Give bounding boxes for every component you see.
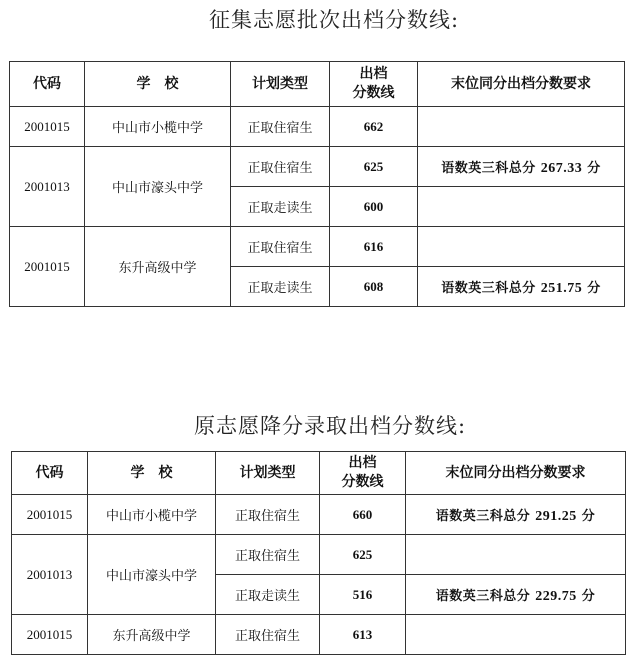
cell-requirement [418, 187, 625, 227]
header-score-line2: 分数线 [341, 474, 384, 490]
cell-plan: 正取住宿生 [231, 107, 330, 147]
header-school: 学 校 [85, 62, 231, 107]
header-score [330, 62, 418, 107]
requirement-value: 267.33 [540, 160, 583, 176]
cell-score: 616 [330, 227, 418, 267]
header-score [320, 452, 406, 495]
header-code: 代码 [12, 452, 88, 495]
table-row [10, 227, 625, 267]
cell-plan: 正取住宿生 [216, 535, 320, 575]
cell-score: 660 [320, 495, 406, 535]
cell-plan: 正取住宿生 [216, 615, 320, 655]
cell-plan: 正取住宿生 [231, 227, 330, 267]
requirement-value: 229.75 [535, 588, 577, 604]
header-score-line1: 出档 [359, 66, 388, 82]
requirement-unit: 分 [582, 280, 601, 296]
supplementary-score-table [9, 61, 625, 307]
header-score-line1: 出档 [348, 455, 377, 471]
header-code: 代码 [10, 62, 85, 107]
requirement-value: 291.25 [535, 508, 577, 524]
section-title-supplementary: 征集志愿批次出档分数线: [208, 8, 460, 32]
cell-school: 东升高级中学 [85, 227, 231, 307]
cell-plan: 正取走读生 [231, 267, 330, 307]
cell-requirement [406, 495, 626, 535]
header-requirement: 末位同分出档分数要求 [406, 452, 626, 495]
cell-code: 2001013 [10, 147, 85, 227]
requirement-text: 语数英三科总分 [441, 160, 541, 176]
cell-code: 2001015 [12, 615, 88, 655]
cell-plan: 正取走读生 [231, 187, 330, 227]
header-plan: 计划类型 [231, 62, 330, 107]
cell-school: 中山市濠头中学 [85, 147, 231, 227]
cell-code: 2001015 [12, 495, 88, 535]
requirement-text: 语数英三科总分 [441, 280, 541, 296]
cell-score: 662 [330, 107, 418, 147]
header-plan: 计划类型 [216, 452, 320, 495]
table-row [10, 147, 625, 187]
cell-score: 613 [320, 615, 406, 655]
cell-plan: 正取住宿生 [231, 147, 330, 187]
cell-requirement [406, 615, 626, 655]
requirement-text: 语数英三科总分 [435, 588, 536, 604]
cell-plan: 正取住宿生 [216, 495, 320, 535]
header-score-line2: 分数线 [352, 85, 395, 101]
table-row [12, 535, 626, 575]
header-school: 学 校 [88, 452, 216, 495]
cell-requirement [406, 575, 626, 615]
cell-school: 中山市小榄中学 [85, 107, 231, 147]
table-row [12, 615, 626, 655]
cell-code: 2001015 [10, 227, 85, 307]
cell-plan: 正取走读生 [216, 575, 320, 615]
cell-school: 中山市濠头中学 [88, 535, 216, 615]
cell-score: 625 [330, 147, 418, 187]
original-score-table [11, 451, 626, 655]
table-header-row [10, 62, 625, 107]
cell-score: 608 [330, 267, 418, 307]
cell-requirement [406, 535, 626, 575]
cell-school: 中山市小榄中学 [88, 495, 216, 535]
cell-score: 600 [330, 187, 418, 227]
requirement-value: 251.75 [540, 280, 583, 296]
requirement-unit: 分 [576, 588, 596, 604]
cell-code: 2001015 [10, 107, 85, 147]
requirement-unit: 分 [576, 508, 596, 524]
section-title-original: 原志愿降分录取出档分数线: [193, 414, 467, 438]
table-header-row [12, 452, 626, 495]
header-requirement: 末位同分出档分数要求 [418, 62, 625, 107]
cell-score: 516 [320, 575, 406, 615]
cell-requirement [418, 267, 625, 307]
cell-requirement [418, 227, 625, 267]
table-row [10, 107, 625, 147]
cell-school: 东升高级中学 [88, 615, 216, 655]
cell-score: 625 [320, 535, 406, 575]
requirement-text: 语数英三科总分 [435, 508, 536, 524]
table-row [12, 495, 626, 535]
cell-code: 2001013 [12, 535, 88, 615]
cell-requirement [418, 147, 625, 187]
requirement-unit: 分 [582, 160, 601, 176]
cell-requirement [418, 107, 625, 147]
